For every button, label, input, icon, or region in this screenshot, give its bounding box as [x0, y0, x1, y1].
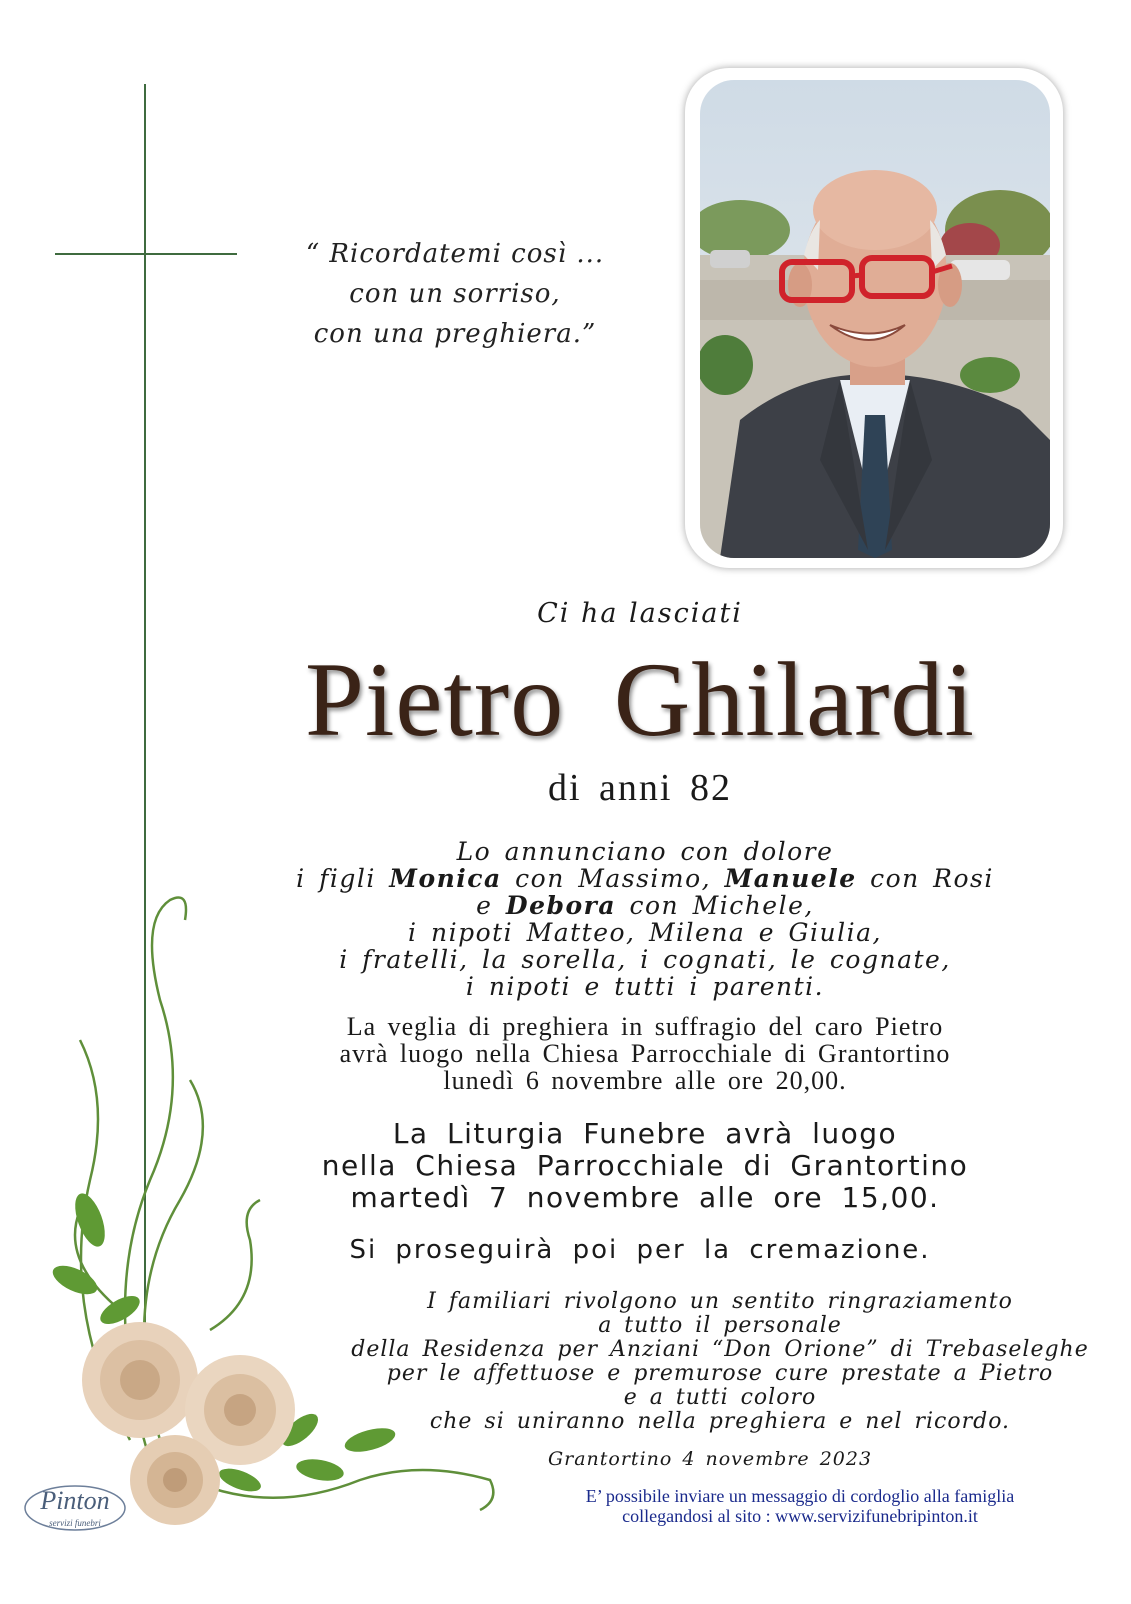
vigil-line: lunedì 6 novembre alle ore 20,00. — [443, 1066, 847, 1095]
announcement-line: Lo annunciano con dolore — [456, 837, 834, 866]
logo-subtitle: servizi funebri — [49, 1518, 101, 1528]
thanks-line: e a tutti coloro — [623, 1385, 817, 1410]
text: i figli — [296, 864, 390, 893]
name-highlight: Monica — [389, 864, 502, 893]
text: con Michele, — [616, 891, 814, 920]
thanks-line: I familiari rivolgono un sentito ringraziamento — [427, 1289, 1013, 1314]
vigil-line: avrà luogo nella Chiesa Parrocchiale di Grantortino — [339, 1039, 951, 1068]
logo-name: Pinton — [40, 1486, 110, 1515]
cross-horizontal-bar — [55, 253, 237, 255]
liturgy-line: La Liturgia Funebre avrà luogo — [392, 1117, 898, 1150]
place-and-date: Grantortino 4 novembre 2023 — [547, 1448, 873, 1470]
quote-line: con un sorriso, — [349, 279, 561, 309]
announcement-line: i nipoti e tutti i parenti. — [465, 972, 825, 1001]
thanks-line: a tutto il personale — [598, 1313, 842, 1338]
thanks-line: della Residenza per Anziani “Don Orione” di Trebaseleghe — [351, 1337, 1089, 1362]
deceased-age: di anni 82 — [548, 767, 732, 809]
condolence-line: collegandosi al sito : www.servizifunebripinton.it — [622, 1506, 978, 1526]
liturgy-line: nella Chiesa Parrocchiale di Grantortino — [321, 1149, 969, 1182]
liturgy-line: martedì 7 novembre alle ore 15,00. — [350, 1181, 940, 1214]
announcement-line: i fratelli, la sorella, i cognati, le cognate, — [339, 945, 951, 974]
intro-text: Ci ha lasciati — [537, 598, 743, 629]
portrait-photo — [700, 80, 1050, 558]
quote-line: “ Ricordatemi così ... — [305, 239, 605, 269]
name-highlight: Debora — [505, 891, 617, 920]
deceased-name: Pietro Ghilardi — [305, 641, 975, 758]
condolence-note — [520, 1486, 1080, 1526]
text: con Rosi — [856, 864, 994, 893]
memorial-quote — [280, 234, 630, 354]
thanks-line: per le affettuose e premurose cure prestate a Pietro — [386, 1361, 1054, 1386]
thanks-line: che si uniranno nella preghiera e nel ricordo. — [429, 1409, 1011, 1434]
text: con Massimo, — [501, 864, 725, 893]
announcement-line: i nipoti Matteo, Milena e Giulia, — [408, 918, 882, 947]
name-highlight: Manuele — [724, 864, 857, 893]
condolence-line: E’ possibile inviare un messaggio di cordoglio alla famiglia — [585, 1486, 1015, 1506]
vigil-line: La veglia di preghiera in suffragio del caro Pietro — [346, 1012, 944, 1041]
quote-line: con una preghiera.” — [313, 319, 597, 349]
text: e — [476, 891, 506, 920]
cremation-note: Si proseguirà poi per la cremazione. — [349, 1235, 931, 1265]
